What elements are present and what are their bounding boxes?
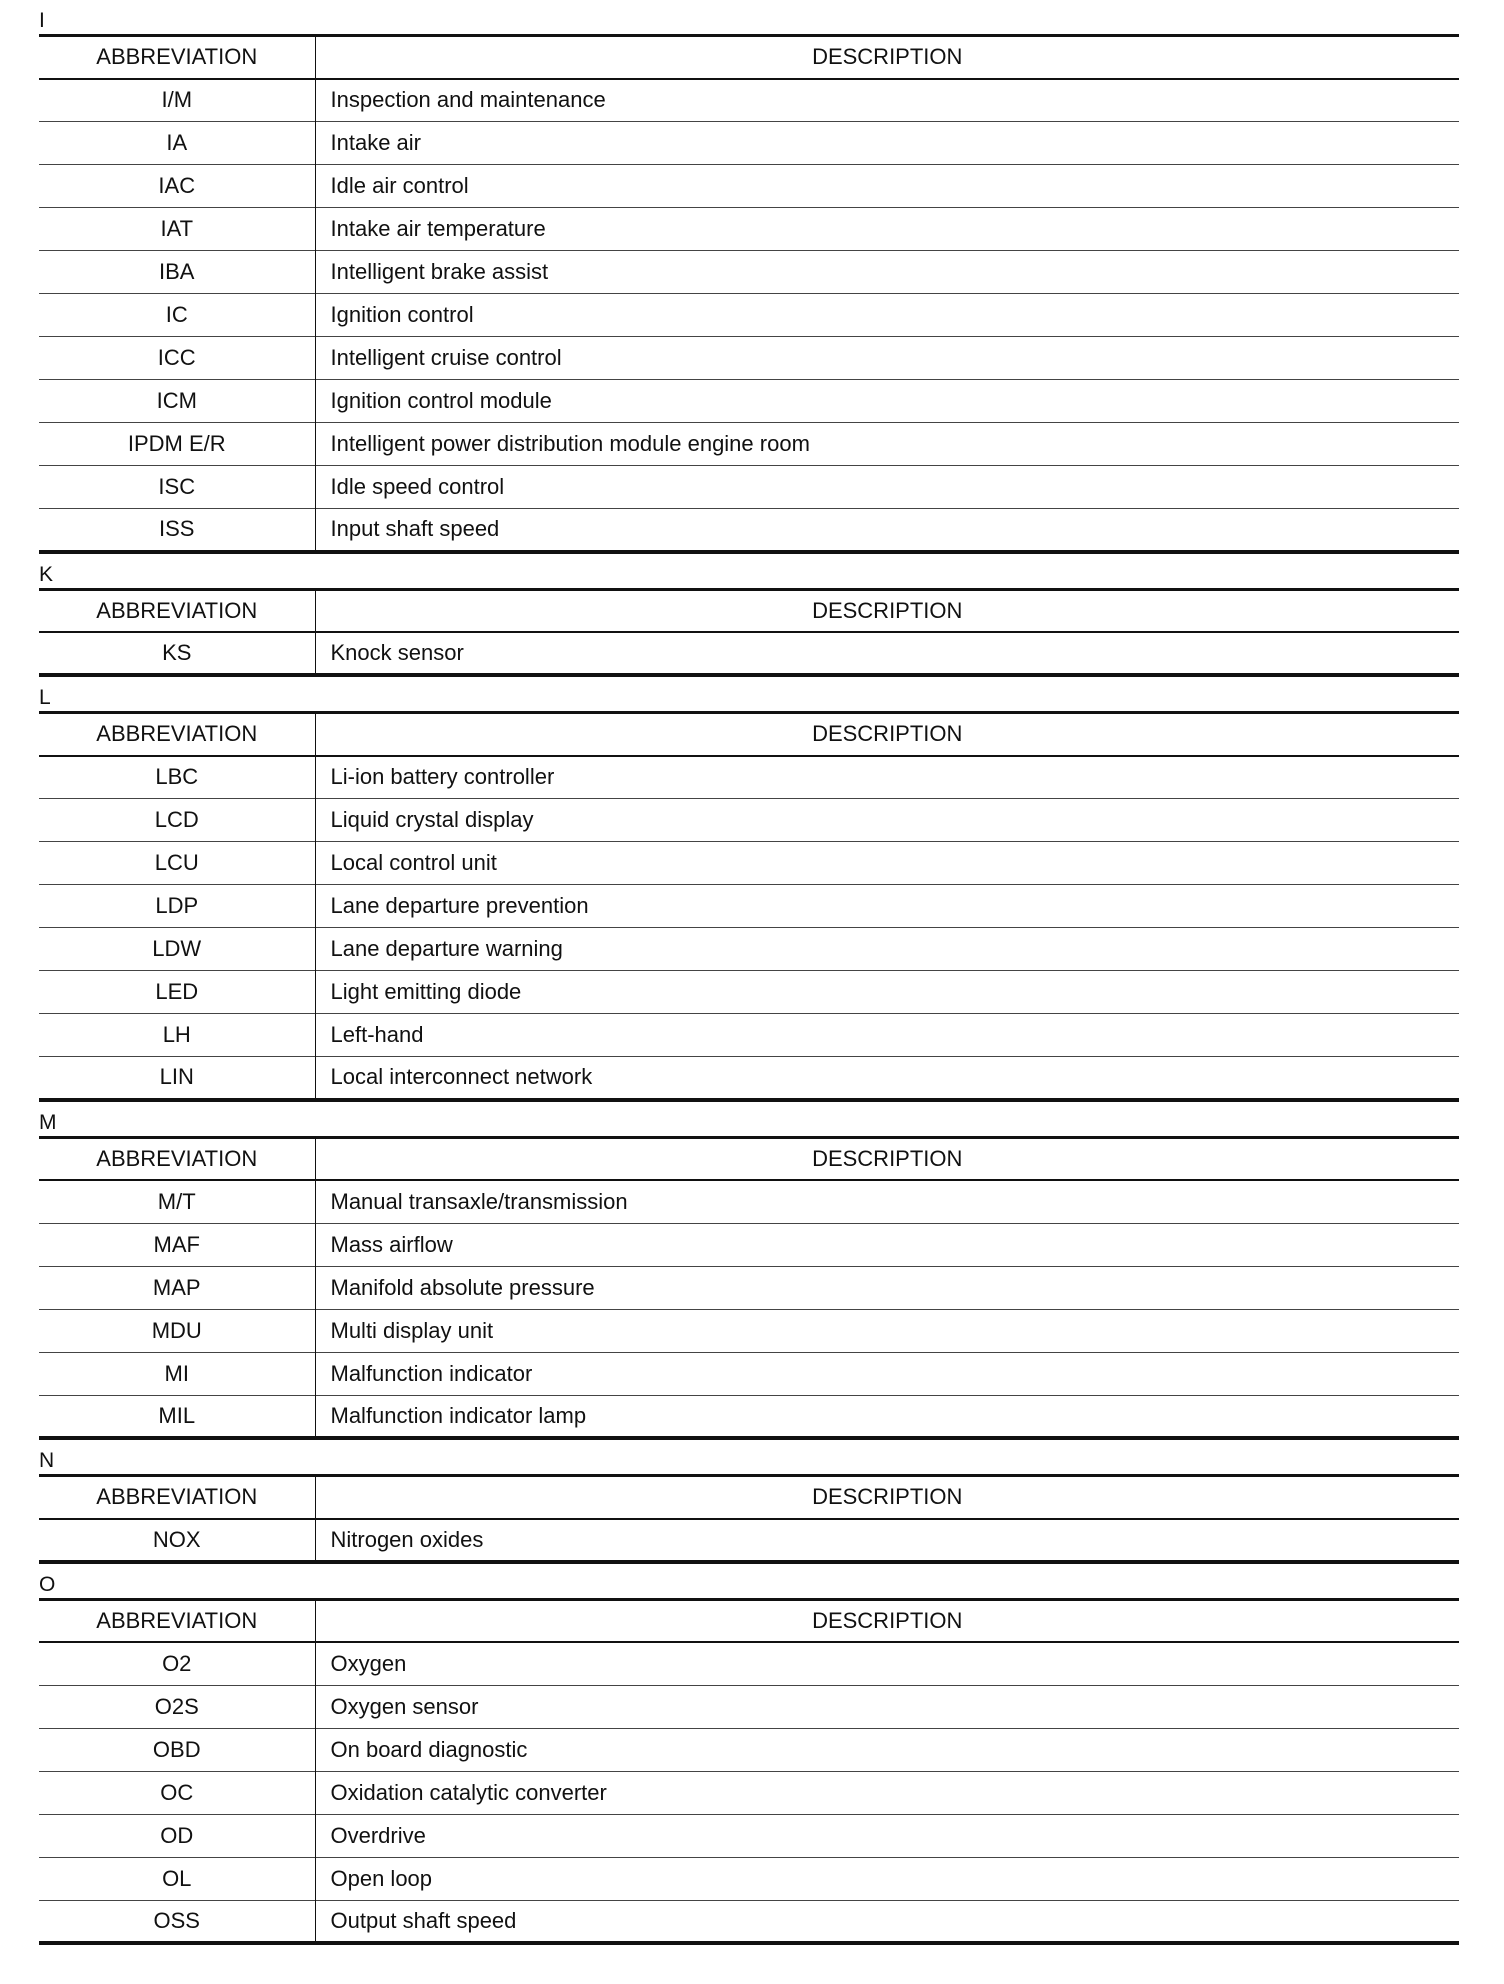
table-row	[39, 1857, 1459, 1900]
description-cell: Mass airflow	[330, 1231, 453, 1257]
table-row	[39, 208, 1459, 251]
table-row	[39, 1223, 1459, 1266]
table-row	[39, 251, 1459, 294]
description-cell: Idle speed control	[330, 474, 505, 499]
abbreviation-table	[39, 34, 1459, 554]
abbreviation-cell: ICM	[39, 380, 315, 423]
table-row	[39, 165, 1459, 208]
abbreviation-cell: MIL	[39, 1395, 315, 1438]
section-letter: L	[39, 686, 51, 709]
section-letter: I	[39, 9, 45, 32]
abbreviation-table	[39, 1136, 1459, 1441]
description-cell: Ignition control	[330, 302, 474, 327]
description-cell: Local control unit	[330, 850, 497, 875]
table-row	[39, 842, 1459, 885]
table-header	[39, 1476, 1459, 1519]
table-row	[39, 1900, 1459, 1943]
abbreviation-cell: ISS	[39, 509, 315, 552]
description-cell: Li-ion battery controller	[330, 764, 555, 790]
description-cell: Intelligent cruise control	[330, 345, 562, 370]
table-row	[39, 423, 1459, 466]
abbreviation-cell: ISC	[39, 466, 315, 509]
description-cell: Inspection and maintenance	[330, 87, 606, 113]
table-row	[39, 1395, 1459, 1438]
description-cell: Intelligent brake assist	[330, 259, 549, 284]
description-cell: Light emitting diode	[330, 979, 522, 1004]
abbreviation-cell: IA	[39, 122, 315, 165]
abbreviation-cell: IBA	[39, 251, 315, 294]
abbreviation-cell: OBD	[39, 1728, 315, 1771]
abbreviation-cell: IAC	[39, 165, 315, 208]
abbreviation-cell: MI	[39, 1352, 315, 1395]
column-header-description: DESCRIPTION	[812, 1607, 963, 1633]
table-row	[39, 799, 1459, 842]
section-k	[39, 554, 1459, 678]
header-row	[39, 1137, 1459, 1180]
table-row	[39, 1685, 1459, 1728]
abbreviation-cell: LCD	[39, 799, 315, 842]
table-row	[39, 1771, 1459, 1814]
table-row	[39, 756, 1459, 799]
abbreviation-cell: LBC	[39, 756, 315, 799]
table-body	[39, 1642, 1459, 1943]
abbreviation-cell: O2	[39, 1642, 315, 1685]
description-cell: Oxidation catalytic converter	[330, 1779, 607, 1805]
table-body	[39, 1519, 1459, 1562]
table-row	[39, 79, 1459, 122]
description-cell: On board diagnostic	[330, 1736, 528, 1762]
header-row	[39, 589, 1459, 632]
header-row	[39, 1476, 1459, 1519]
column-header-description: DESCRIPTION	[812, 44, 963, 70]
abbreviation-document	[39, 0, 1459, 1945]
description-cell: Manual transaxle/transmission	[330, 1188, 628, 1214]
table-row	[39, 337, 1459, 380]
abbreviation-cell: LCU	[39, 842, 315, 885]
description-cell: Ignition control module	[330, 388, 552, 413]
column-header-abbreviation: ABBREVIATION	[39, 36, 315, 79]
column-header-description: DESCRIPTION	[812, 1484, 963, 1510]
table-row	[39, 1352, 1459, 1395]
abbreviation-cell: LDW	[39, 928, 315, 971]
column-header-description: DESCRIPTION	[812, 1145, 963, 1171]
table-body	[39, 632, 1459, 675]
table-row	[39, 1057, 1459, 1100]
section-letter: K	[39, 562, 54, 586]
abbreviation-cell: LIN	[39, 1057, 315, 1100]
description-cell: Lane departure prevention	[330, 893, 589, 918]
header-row	[39, 36, 1459, 79]
abbreviation-cell: LH	[39, 1014, 315, 1057]
section-letter: M	[39, 1110, 57, 1134]
abbreviation-cell: MDU	[39, 1309, 315, 1352]
description-cell: Left-hand	[330, 1022, 424, 1047]
description-cell: Output shaft speed	[330, 1907, 517, 1933]
abbreviation-cell: IPDM E/R	[39, 423, 315, 466]
description-cell: Oxygen	[330, 1650, 407, 1676]
table-header	[39, 1137, 1459, 1180]
table-body	[39, 1180, 1459, 1438]
section-n	[39, 1440, 1459, 1564]
abbreviation-cell: LED	[39, 971, 315, 1014]
description-cell: Input shaft speed	[330, 516, 500, 542]
abbreviation-cell: I/M	[39, 79, 315, 122]
table-row	[39, 509, 1459, 552]
description-cell: Malfunction indicator lamp	[330, 1402, 587, 1428]
table-row	[39, 1180, 1459, 1223]
abbreviation-table	[39, 711, 1459, 1102]
table-row	[39, 632, 1459, 675]
header-row	[39, 1599, 1459, 1642]
description-cell: Local interconnect network	[330, 1064, 593, 1090]
table-header	[39, 1599, 1459, 1642]
table-header	[39, 36, 1459, 79]
description-cell: Malfunction indicator	[330, 1360, 533, 1386]
abbreviation-table	[39, 1474, 1459, 1564]
table-row	[39, 294, 1459, 337]
column-header-abbreviation: ABBREVIATION	[39, 1137, 315, 1180]
table-body	[39, 79, 1459, 552]
table-row	[39, 928, 1459, 971]
table-row	[39, 1309, 1459, 1352]
column-header-abbreviation: ABBREVIATION	[39, 1599, 315, 1642]
column-header-abbreviation: ABBREVIATION	[39, 589, 315, 632]
abbreviation-cell: M/T	[39, 1180, 315, 1223]
header-row	[39, 713, 1459, 756]
section-i	[39, 0, 1459, 554]
table-row	[39, 466, 1459, 509]
description-cell: Intake air temperature	[330, 216, 546, 241]
description-cell: Intake air	[330, 130, 421, 155]
table-row	[39, 1728, 1459, 1771]
table-row	[39, 971, 1459, 1014]
abbreviation-cell: MAF	[39, 1223, 315, 1266]
abbreviation-cell: O2S	[39, 1685, 315, 1728]
table-header	[39, 713, 1459, 756]
section-m	[39, 1102, 1459, 1441]
abbreviation-cell: ICC	[39, 337, 315, 380]
table-body	[39, 756, 1459, 1100]
abbreviation-cell: OD	[39, 1814, 315, 1857]
description-cell: Lane departure warning	[330, 936, 563, 961]
description-cell: Intelligent power distribution module engine room	[330, 431, 810, 456]
table-row	[39, 1642, 1459, 1685]
table-row	[39, 1266, 1459, 1309]
abbreviation-cell: MAP	[39, 1266, 315, 1309]
description-cell: Manifold absolute pressure	[330, 1274, 595, 1300]
abbreviation-cell: OL	[39, 1857, 315, 1900]
column-header-description: DESCRIPTION	[812, 721, 963, 747]
abbreviation-table	[39, 588, 1459, 678]
table-header	[39, 589, 1459, 632]
table-row	[39, 1814, 1459, 1857]
abbreviation-cell: OC	[39, 1771, 315, 1814]
description-cell: Liquid crystal display	[330, 807, 534, 832]
abbreviation-cell: IAT	[39, 208, 315, 251]
table-row	[39, 1014, 1459, 1057]
table-row	[39, 1519, 1459, 1562]
column-header-abbreviation: ABBREVIATION	[39, 713, 315, 756]
abbreviation-cell: IC	[39, 294, 315, 337]
section-l	[39, 677, 1459, 1102]
description-cell: Oxygen sensor	[330, 1693, 479, 1719]
abbreviation-cell: LDP	[39, 885, 315, 928]
abbreviation-cell: OSS	[39, 1900, 315, 1943]
description-cell: Overdrive	[330, 1822, 426, 1848]
table-row	[39, 122, 1459, 165]
description-cell: Nitrogen oxides	[330, 1526, 484, 1552]
table-row	[39, 885, 1459, 928]
column-header-description: DESCRIPTION	[812, 597, 963, 623]
description-cell: Knock sensor	[330, 640, 464, 665]
abbreviation-cell: NOX	[39, 1519, 315, 1562]
abbreviation-cell: KS	[39, 632, 315, 675]
abbreviation-table	[39, 1598, 1459, 1946]
section-letter: O	[39, 1572, 56, 1596]
description-cell: Idle air control	[330, 173, 469, 198]
table-row	[39, 380, 1459, 423]
column-header-abbreviation: ABBREVIATION	[39, 1476, 315, 1519]
section-letter: N	[39, 1449, 55, 1472]
description-cell: Multi display unit	[330, 1317, 494, 1343]
section-o	[39, 1564, 1459, 1946]
description-cell: Open loop	[330, 1865, 433, 1891]
